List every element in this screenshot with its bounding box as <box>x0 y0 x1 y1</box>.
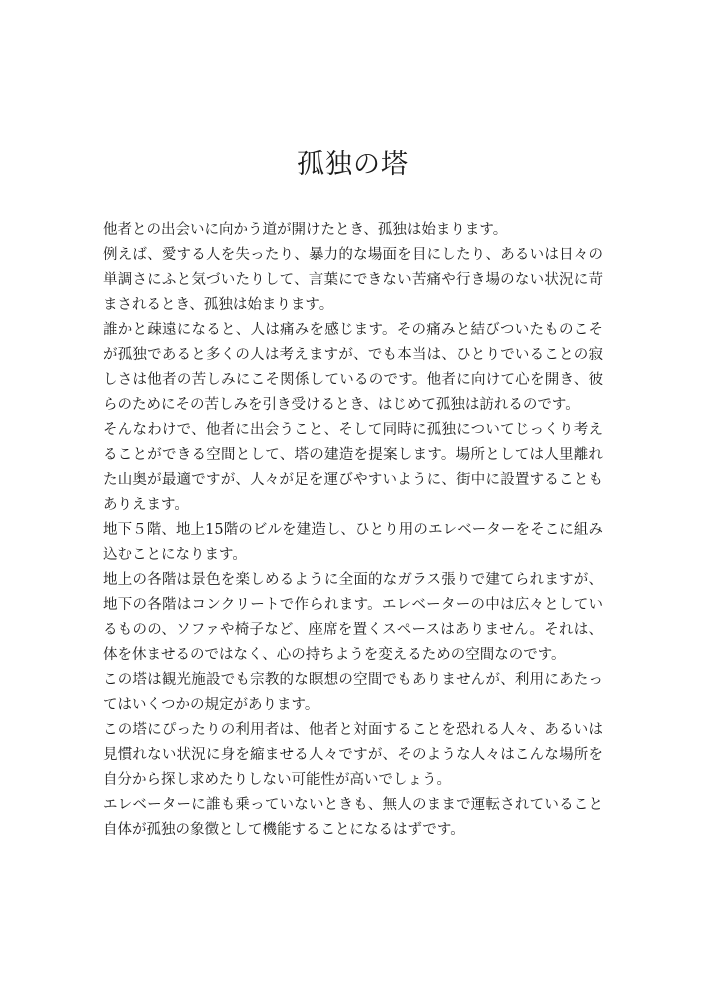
paragraph: この塔にぴったりの利用者は、他者と対面することを恐れる人々、あるいは見慣れない状況に身を縮ませる人々ですが、そのような人々はこんな場所を自分から探し求めたりしない可能性が高いでしょう。 <box>103 722 603 788</box>
paragraph: 地上の各階は景色を楽しめるように全面的なガラス張りで建てられますが、地下の各階はコンクリートで作られます。エレベーターの中は広々としているものの、ソファや椅子など、座席を置くスペースはありません。それは、体を休ませるのではなく、心の持ちようを変えるための空間なのです。 <box>103 572 603 663</box>
paragraph: この塔は観光施設でも宗教的な瞑想の空間でもありませんが、利用にあたってはいくつかの規定があります。 <box>103 672 603 713</box>
document-body <box>103 218 603 843</box>
paragraph: 他者との出会いに向かう道が開けたとき、孤独は始まります。 <box>103 222 508 238</box>
paragraph: 誰かと疎遠になると、人は痛みを感じます。その痛みと結びついたものこそが孤独であると多くの人は考えますが、でも本当は、ひとりでいることの寂しさは他者の苦しみにこそ関係しているのです。他者に向けて心を開き、彼らのためにその苦しみを引き受けるとき、はじめて孤独は訪れるのです。 <box>103 322 603 413</box>
paragraph: 例えば、愛する人を失ったり、暴力的な場面を目にしたり、あるいは日々の単調さにふと気づいたりして、言葉にできない苦痛や行き場のない状況に苛まされるとき、孤独は始まります。 <box>103 247 603 313</box>
paragraph: そんなわけで、他者に出会うこと、そして同時に孤独についてじっくり考えることができる空間として、塔の建造を提案します。場所としては人里離れた山奥が最適ですが、人々が足を運びやすいように、街中に設置することもありえます。 <box>103 422 603 513</box>
paragraph: 地下５階、地上15階のビルを建造し、ひとり用のエレベーターをそこに組み込むことになります。 <box>103 522 603 563</box>
document-title: 孤独の塔 <box>297 149 409 180</box>
paragraph: エレベーターに誰も乗っていないときも、無人のままで運転されていること自体が孤独の象徴として機能することになるはずです。 <box>103 797 603 838</box>
